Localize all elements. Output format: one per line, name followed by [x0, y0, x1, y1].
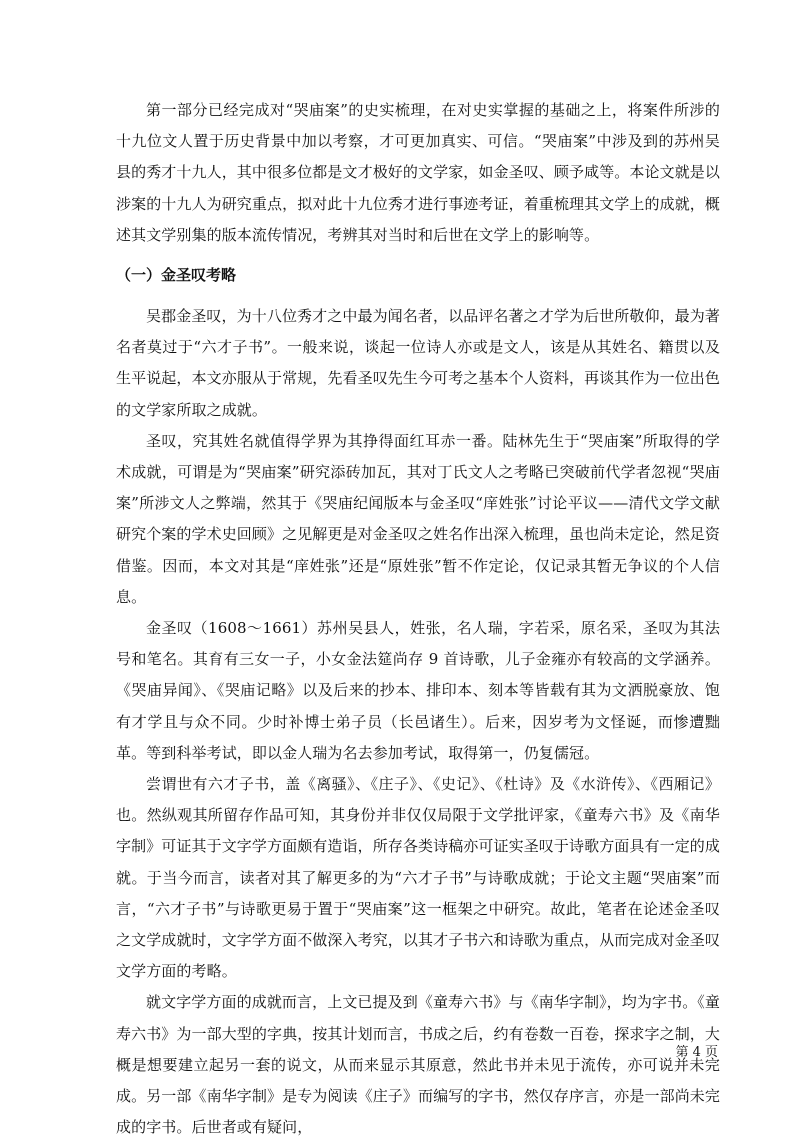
- body-paragraph-3: 金圣叹（1608～1661）苏州吴县人，姓张，名人瑞，字若采，原名采，圣叹为其法号和笔名。其育有三女一子，小女金法筵尚存 9 首诗歌，儿子金雍亦有较高的文学涵养。《哭庙异闻》、《哭庙记略》以及后来的抄本、排印本、刻本等皆载有其为文洒脱豪放、饱有才学且与众不同。少时补博士弟子员（长邑诸生）。后来，因岁考为文怪诞，而惨遭黜革。等到科举考试，即以金人瑞为名去参加考试，取得第一，仍复儒冠。: [116, 619, 720, 762]
- body-paragraph-5: 就文字学方面的成就而言，上文已提及到《童寿六书》与《南华字制》，均为字书。《童寿六书》为一部大型的字典，按其计划而言，书成之后，约有卷数一百卷，探求字之制，大概是想要建立起另一套的说文，从而来显示其原意，然此书并未见于流传，亦可说并未完成。另一部《南华字制》是专为阅读《庄子》而编写的字书，然仅存序言，亦是一部尚未完成的字书。后世者或有疑问，: [116, 993, 721, 1137]
- section-heading: （一）金圣叹考略: [116, 266, 237, 285]
- intro-paragraph: 第一部分已经完成对“哭庙案”的史实梳理，在对史实掌握的基础之上，将案件所涉的十九位文人置于历史背景中加以考察，才可更加真实、可信。“哭庙案”中涉及到的苏州吴县的秀才十九人，其中很多位都是文才极好的文学家，如金圣叹、顾予咸等。本论文就是以涉案的十九人为研究重点，拟对此十九位秀才进行事迹考证，着重梳理其文学上的成就，概述其文学别集的版本流传情况，考辨其对当时和后世在文学上的影响等。: [116, 101, 721, 244]
- body-paragraph-4: 尝谓世有六才子书，盖《离骚》、《庄子》、《史记》、《杜诗》及《水浒传》、《西厢记》也。然纵观其所留存作品可知，其身份并非仅仅局限于文学批评家，《童寿六书》及《南华字制》可证其于文字学方面颇有造诣，所存各类诗稿亦可证实圣叹于诗歌方面具有一定的成就。于当今而言，读者对其了解更多的为“六才子书”与诗歌成就；于论文主题“哭庙案”而言，“六才子书”与诗歌更易于置于“哭庙案”这一框架之中研究。故此，笔者在论述金圣叹之文学成就时，文字学方面不做深入考究，以其才子书六和诗歌为重点，从而完成对金圣叹文学方面的考略。: [116, 775, 721, 981]
- body-paragraph-1: 吴郡金圣叹，为十八位秀才之中最为闻名者，以品评名著之才学为后世所敬仰，最为著名者莫过于“六才子书”。一般来说，谈起一位诗人亦或是文人，该是从其姓名、籍贯以及生平说起，本文亦服从于常规，先看圣叹先生今可考之基本个人资料，再谈其作为一位出色的文学家所取之成就。: [116, 307, 721, 419]
- body-paragraph-2: 圣叹，究其姓名就值得学界为其挣得面红耳赤一番。陆林先生于“哭庙案”所取得的学术成就，可谓是为“哭庙案”研究添砖加瓦，其对丁氏文人之考略已突破前代学者忽视“哭庙案”所涉文人之弊端，然其于《哭庙纪闻版本与金圣叹“庠姓张”讨论平议——清代文学文献研究个案的学术史回顾》之见解更是对金圣叹之姓名作出深入梳理，虽也尚未定论，然足资借鉴。因而，本文对其是“庠姓张”还是“原姓张”暂不作定论，仅记录其暂无争议的个人信息。: [116, 431, 721, 606]
- page-content: [116, 95, 720, 1144]
- page-number: 第 4 页: [675, 1045, 718, 1060]
